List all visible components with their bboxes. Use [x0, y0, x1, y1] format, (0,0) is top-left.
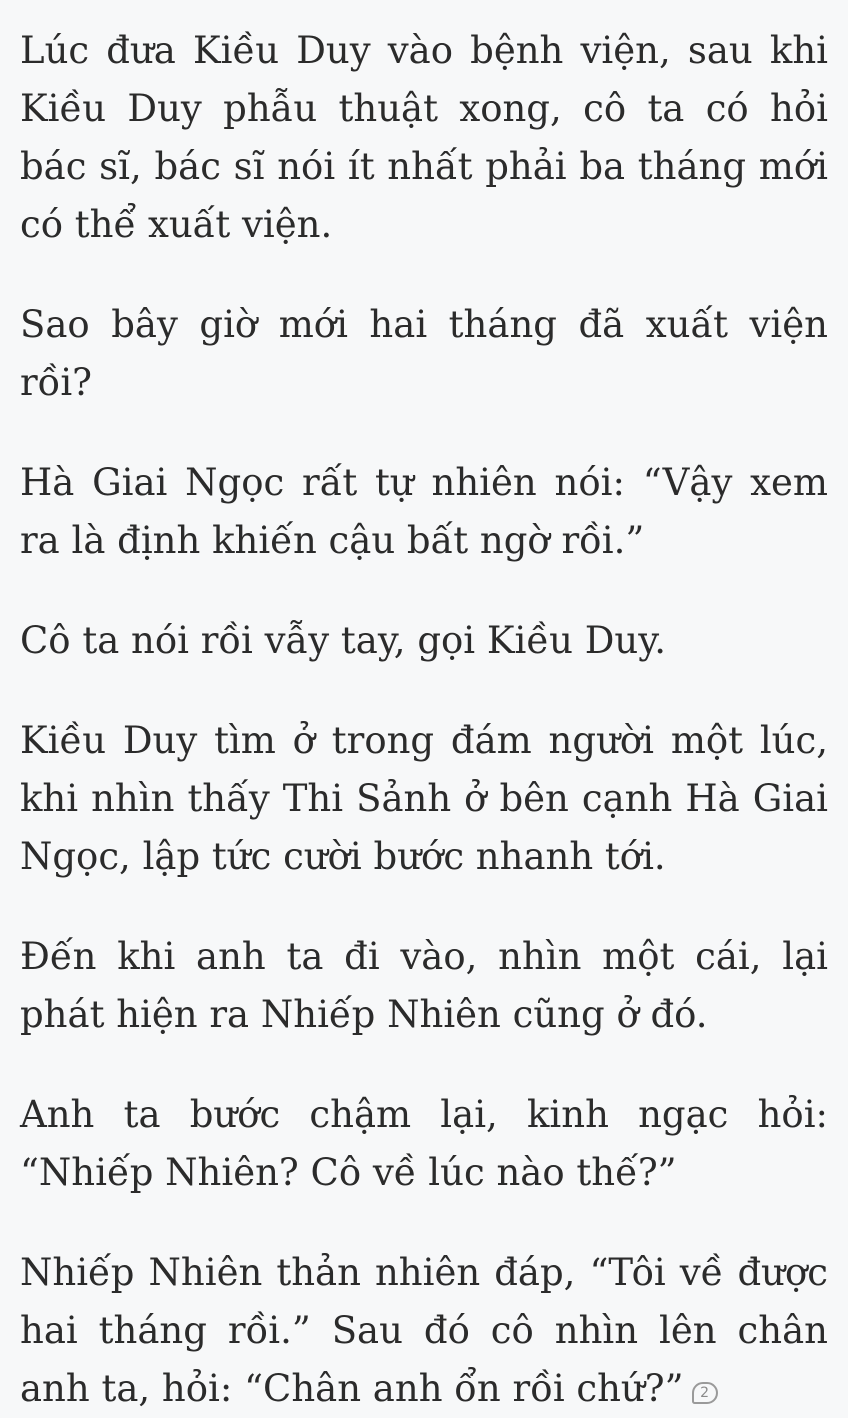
paragraph: Đến khi anh ta đi vào, nhìn một cái, lại phát hiện ra Nhiếp Nhiên cũng ở đó. [20, 935, 828, 1036]
paragraph-text: Nhiếp Nhiên thản nhiên đáp, “Tôi về được hai tháng rồi.” Sau đó cô nhìn lên chân anh ta, hỏi: “Chân anh ổn rồi chứ?” [20, 1251, 828, 1410]
paragraph: Kiều Duy tìm ở trong đám người một lúc, khi nhìn thấy Thi Sảnh ở bên cạnh Hà Giai Ngọc, lập tức cười bước nhanh tới. [20, 719, 828, 878]
paragraph: Lúc đưa Kiều Duy vào bệnh viện, sau khi Kiều Duy phẫu thuật xong, cô ta có hỏi bác sĩ, bác sĩ nói ít nhất phải ba tháng mới có thể xuất viện. [20, 29, 828, 246]
paragraph: Sao bây giờ mới hai tháng đã xuất viện rồi? [20, 303, 828, 404]
paragraph: Anh ta bước chậm lại, kinh ngạc hỏi: “Nhiếp Nhiên? Cô về lúc nào thế?” [20, 1093, 828, 1194]
comment-count: 2 [700, 1385, 710, 1401]
paragraph: Cô ta nói rồi vẫy tay, gọi Kiều Duy. [20, 619, 666, 662]
paragraph-last [20, 1244, 828, 1418]
paragraph: Hà Giai Ngọc rất tự nhiên nói: “Vậy xem ra là định khiến cậu bất ngờ rồi.” [20, 461, 828, 562]
comment-bubble-icon[interactable] [692, 1382, 718, 1404]
